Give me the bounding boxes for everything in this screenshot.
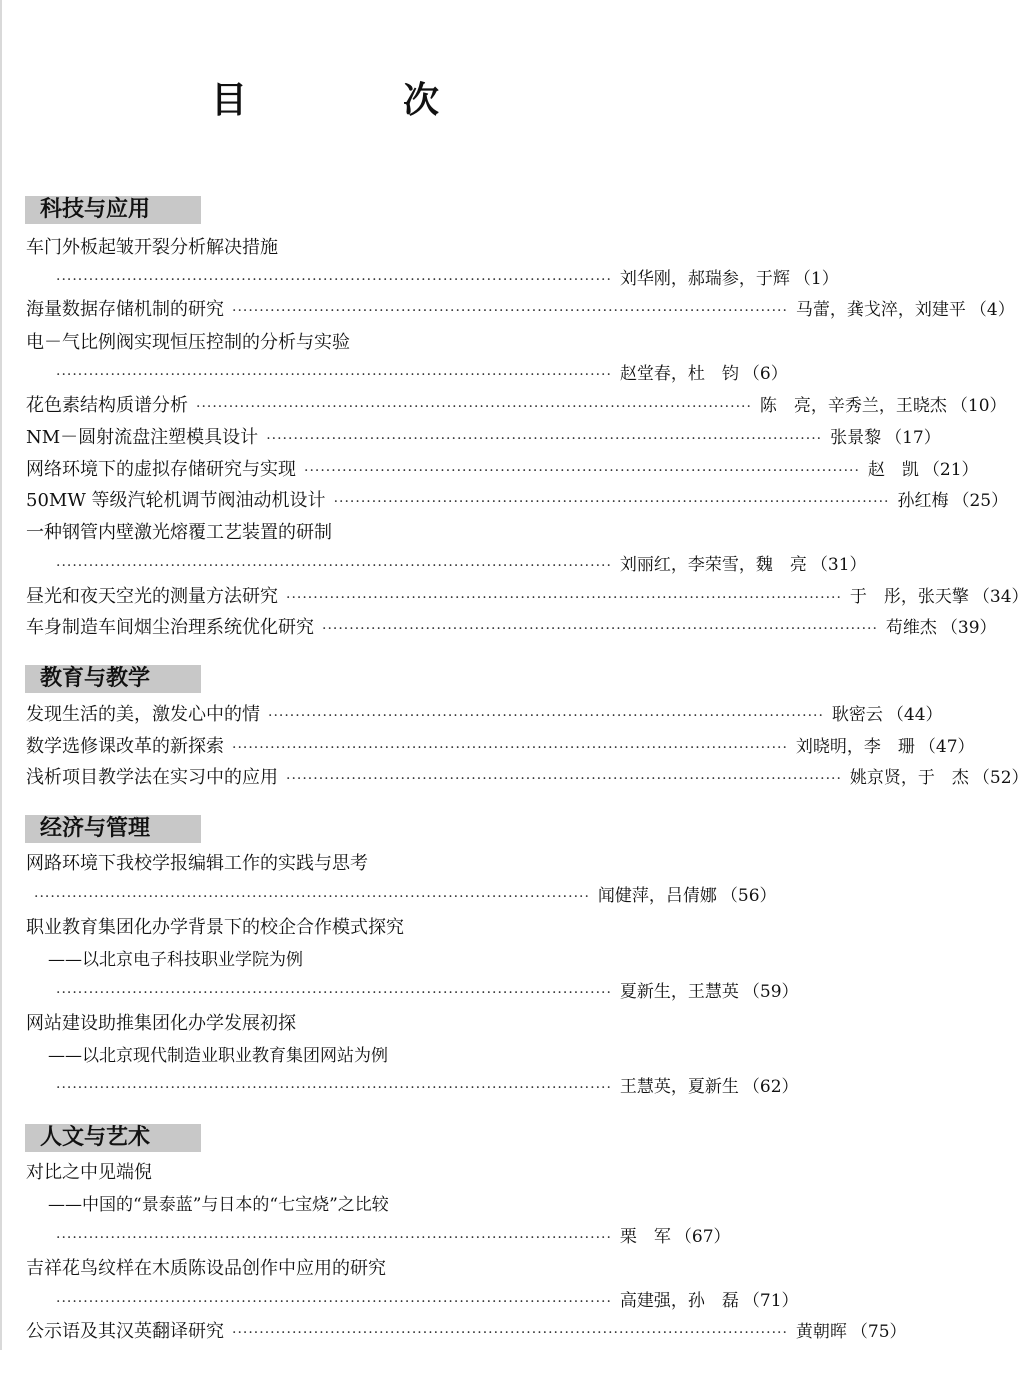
toc-entry[interactable]: 昼光和夜天空光的测量方法研究 ······································································································ 于 彤，张天擎 （34） — [26, 586, 1029, 607]
page-edge-rule — [0, 0, 2, 1350]
toc-entry-detail[interactable]: ······································································································ 赵堂春，杜 钧 （6） — [56, 364, 788, 384]
page-title: 目 次 — [210, 80, 499, 121]
toc-entry-title[interactable]: 网站建设助推集团化办学发展初探 — [26, 1013, 296, 1034]
toc-entry-detail[interactable]: ······································································································ 高建强，孙 磊 （71） — [56, 1291, 799, 1311]
toc-entry-title[interactable]: 电－气比例阀实现恒压控制的分析与实验 — [26, 332, 350, 353]
toc-entry-title[interactable]: 职业教育集团化办学背景下的校企合作模式探究 — [26, 917, 404, 938]
toc-entry[interactable]: 50MW 等级汽轮机调节阀油动机设计 ······································································································ 孙红梅 （25） — [26, 490, 1009, 511]
toc-entry-title[interactable]: 车门外板起皱开裂分析解决措施 — [26, 237, 278, 258]
toc-entry[interactable]: 数学选修课改革的新探索 ······································································································ 刘晓明，李 珊 （47） — [26, 736, 975, 757]
toc-entry-subtitle: ——以北京现代制造业职业教育集团网站为例 — [48, 1046, 388, 1066]
section-heading-economics: 经济与管理 — [25, 815, 201, 843]
toc-entry-detail[interactable]: ······································································································ 闻健萍，吕倩娜 （56） — [34, 886, 777, 906]
toc-entry-detail[interactable]: ······································································································ 刘丽红，李荣雪，魏 亮 （31） — [56, 555, 867, 575]
toc-entry-title[interactable]: 对比之中见端倪 — [26, 1162, 152, 1183]
toc-entry-title[interactable]: 吉祥花鸟纹样在木质陈设品创作中应用的研究 — [26, 1258, 386, 1279]
toc-entry-detail[interactable]: ······································································································ 刘华刚，郝瑞参，于辉 （1） — [56, 269, 839, 289]
section-heading-science: 科技与应用 — [25, 196, 201, 224]
toc-entry[interactable]: 发现生活的美，激发心中的情 ······································································································ 耿密云 （44） — [26, 704, 943, 725]
toc-entry[interactable]: 花色素结构质谱分析 ······································································································ 陈 亮，辛秀兰，王晓杰 （10） — [26, 395, 1007, 416]
toc-entry-detail[interactable]: ······································································································ 王慧英，夏新生 （62） — [56, 1077, 799, 1097]
toc-entry[interactable]: NM－圆射流盘注塑模具设计 ······································································································ 张景黎 （17） — [26, 427, 941, 448]
toc-entry-title[interactable]: 一种钢管内壁激光熔覆工艺装置的研制 — [26, 522, 332, 543]
toc-entry-detail[interactable]: ······································································································ 夏新生，王慧英 （59） — [56, 982, 799, 1002]
toc-entry[interactable]: 海量数据存储机制的研究 ······································································································ 马蕾，龚戈淬，刘建平 （4） — [26, 299, 1015, 320]
toc-entry[interactable]: 公示语及其汉英翻译研究 ······································································································ 黄朝晖 （75） — [26, 1321, 907, 1342]
toc-entry-subtitle: ——以北京电子科技职业学院为例 — [48, 950, 303, 970]
toc-entry-detail[interactable]: ······································································································ 栗 军 （67） — [56, 1227, 731, 1247]
toc-entry[interactable]: 浅析项目教学法在实习中的应用 ······································································································ 姚京贤，于 杰 （52） — [26, 767, 1029, 788]
toc-entry[interactable]: 车身制造车间烟尘治理系统优化研究 ······································································································ 苟维杰 （39） — [26, 617, 997, 638]
toc-entry[interactable]: 网络环境下的虚拟存储研究与实现 ······································································································ 赵 凯 （21） — [26, 459, 979, 480]
section-heading-humanities: 人文与艺术 — [25, 1124, 201, 1152]
toc-entry-subtitle: ——中国的“景泰蓝”与日本的“七宝烧”之比较 — [48, 1195, 389, 1215]
section-heading-education: 教育与教学 — [25, 665, 201, 693]
toc-entry-title[interactable]: 网路环境下我校学报编辑工作的实践与思考 — [26, 853, 368, 874]
